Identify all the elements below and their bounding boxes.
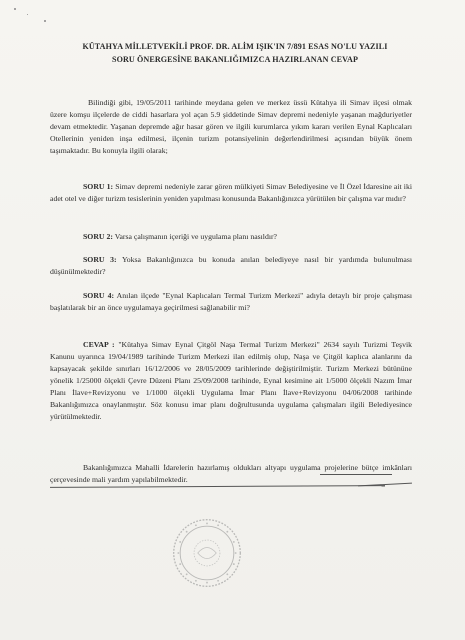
answer-label: CEVAP : [83,340,115,349]
handwritten-underline [320,474,392,475]
paper-speck [27,14,28,15]
title-line-2: SORU ÖNERGESİNE BAKANLIĞIMIZCA HAZIRLANAN CEVAP [111,55,359,64]
question-4-label: SORU 4: [83,291,115,300]
title-line-1: KÜTAHYA MİLLETVEKİLİ PROF. DR. ALİM IŞIK'IN 7/891 ESAS NO'LU YAZILI [82,42,388,51]
question-1-text: Simav depremi nedeniyle zarar gören mülkiyeti Simav Belediyesine ve İl Özel İdaresine ait iki adet otel ve diğer turizm tesislerinin yeniden yapılması konusunda Bakanlığınızca yürütülen bir çalışma var mıdır? [50,182,412,203]
closing-paragraph: Bakanlığımızca Mahalli İdarelerin hazırlamış oldukları altyapı uygulama projelerine bütçe imkânları çerçevesinde mali yardım yapılabilmektedir. [50,463,412,484]
question-2 [50,231,412,243]
answer-paragraph [50,339,412,423]
intro-paragraph: Bilindiği gibi, 19/05/2011 tarihinde meydana gelen ve merkez üssü Kütahya ili Simav ilçesi olmak üzere komşu ilçelerde de ciddi hasarlara yol açan 5.9 şiddetinde Simav depremi nedeniyle yaşanan mağduriyetler devam etmektedir. Yaşanan depremde ağır hasar gören ve ilgili kurumlarca yıkım kararı verilen Eynal Kaplıcaları Otellerinin yeniden inşa edilmesi, ilçenin turizm potansiyelinin değerlendirilmesi açısından büyük önem taşımaktadır. Bu konuyla ilgili olarak; [50,98,412,155]
question-4-text: Anılan ilçede "Eynal Kaplıcaları Termal Turizm Merkezi" adıyla detaylı bir proje çalışması başlatılarak bir an önce uygulamaya geçirilmesi sağlanabilir mi? [50,291,412,312]
paper-speck [14,8,16,10]
question-2-label: SORU 2: [83,232,113,241]
question-3-label: SORU 3: [83,255,117,264]
question-1 [50,181,412,205]
document-title [40,40,430,66]
question-4 [50,290,412,314]
question-3-text: Yoksa Bakanlığınızca bu konuda anılan belediyeye nasıl bir yardımda bulunulması düşünülmektedir? [50,255,412,276]
question-1-label: SORU 1: [83,182,114,191]
paper-speck [44,20,46,22]
answer-text: "Kütahya Simav Eynal Çitgöl Naşa Termal Turizm Merkezi" 2634 sayılı Turizmi Teşvik Kanunu uyarınca 19/04/1989 tarihinde Turizm Merkezi ilan edilmiş olup, Naşa ve Çitgöl kaplıca alanlarını da kapsayacak şekilde sınırları 16/12/2006 ve 28/05/2009 tarihlerinde değiştirilmiştir. Turizm Merkezi bütününe yönelik 1/25000 ölçekli Çevre Düzeni Planı 25/09/2008 tarihinde, Eynal kesimine ait 1/5000 ölçekli Nazım İmar Planı İlave+Revizyonu ve 1/1000 ölçekli Uygulama İmar Planı İlave+Revizyonu 04/06/2008 tarihinde Bakanlığımızca onaylanmıştır. Söz konusu imar planı doğrultusunda uygulama çalışmaları ilgili Belediyesince yürütülmektedir. [50,340,412,421]
official-seal-stamp [170,516,244,590]
question-3 [50,254,412,278]
question-2-text: Varsa çalışmanın içeriği ve uygulama planı nasıldır? [112,232,278,241]
